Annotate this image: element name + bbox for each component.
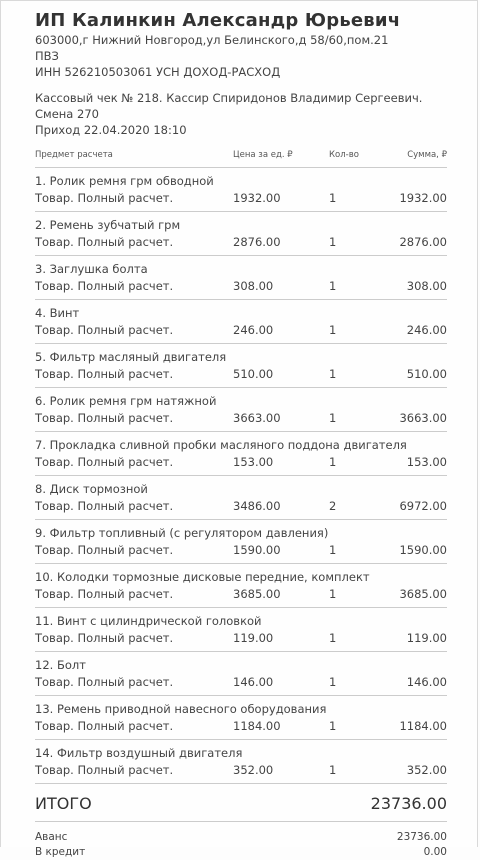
item-name: 14. Фильтр воздушный двигателя bbox=[35, 746, 243, 760]
items-list bbox=[35, 168, 447, 784]
item-qty: 1 bbox=[329, 719, 337, 733]
item-name: 5. Фильтр масляный двигателя bbox=[35, 350, 227, 364]
item-price: 2876.00 bbox=[233, 235, 281, 249]
item-sum: 308.00 bbox=[406, 279, 447, 293]
item-name: 9. Фильтр топливный (с регулятором давления) bbox=[35, 526, 329, 540]
item-name: 7. Прокладка сливной пробки масляного поддона двигателя bbox=[35, 438, 407, 452]
item-name: 8. Диск тормозной bbox=[35, 482, 148, 496]
item-price: 352.00 bbox=[233, 763, 274, 777]
receipt-item bbox=[35, 476, 447, 520]
receipt-item bbox=[35, 740, 447, 784]
item-name: 10. Колодки тормозные дисковые передние, комплект bbox=[35, 570, 370, 584]
item-price: 246.00 bbox=[233, 323, 274, 337]
seller-inn: ИНН 526210503061 УСН ДОХОД-РАСХОД bbox=[35, 65, 281, 79]
item-type: Товар. Полный расчет. bbox=[35, 719, 174, 733]
item-type: Товар. Полный расчет. bbox=[35, 587, 174, 601]
column-price: Цена за ед. ₽ bbox=[233, 150, 293, 160]
item-type: Товар. Полный расчет. bbox=[35, 675, 174, 689]
item-sum: 153.00 bbox=[406, 455, 447, 469]
item-name: 1. Ролик ремня грм обводной bbox=[35, 174, 214, 188]
total-label: ИТОГО bbox=[35, 794, 92, 813]
receipt-item bbox=[35, 168, 447, 212]
receipt-item bbox=[35, 696, 447, 740]
item-price: 119.00 bbox=[233, 631, 274, 645]
receipt-item bbox=[35, 520, 447, 564]
item-qty: 1 bbox=[329, 543, 337, 557]
item-qty: 1 bbox=[329, 411, 337, 425]
receipt-item bbox=[35, 608, 447, 652]
item-price: 3486.00 bbox=[233, 499, 281, 513]
item-price: 3685.00 bbox=[233, 587, 281, 601]
item-type: Товар. Полный расчет. bbox=[35, 543, 174, 557]
payment-value: 0.00 bbox=[423, 846, 447, 858]
total-row bbox=[35, 794, 447, 822]
seller-name: ИП Калинкин Александр Юрьевич bbox=[35, 10, 401, 31]
receipt-item bbox=[35, 256, 447, 300]
item-type: Товар. Полный расчет. bbox=[35, 235, 174, 249]
item-qty: 1 bbox=[329, 323, 337, 337]
item-name: 12. Болт bbox=[35, 658, 86, 672]
item-sum: 2876.00 bbox=[399, 235, 447, 249]
item-price: 308.00 bbox=[233, 279, 274, 293]
receipt-item bbox=[35, 432, 447, 476]
item-type: Товар. Полный расчет. bbox=[35, 499, 174, 513]
item-qty: 1 bbox=[329, 279, 337, 293]
receipt-item bbox=[35, 564, 447, 608]
item-sum: 6972.00 bbox=[399, 499, 447, 513]
item-type: Товар. Полный расчет. bbox=[35, 455, 174, 469]
item-type: Товар. Полный расчет. bbox=[35, 631, 174, 645]
item-qty: 1 bbox=[329, 235, 337, 249]
column-name: Предмет расчета bbox=[35, 150, 113, 160]
receipt-item bbox=[35, 212, 447, 256]
total-value: 23736.00 bbox=[370, 794, 447, 813]
payment-row bbox=[35, 830, 447, 845]
seller-address: 603000,г Нижний Новгород,ул Белинского,д 58/60,пом.21 bbox=[35, 33, 389, 47]
item-price: 1932.00 bbox=[233, 191, 281, 205]
item-sum: 3663.00 bbox=[399, 411, 447, 425]
items-header bbox=[35, 149, 447, 168]
item-price: 1184.00 bbox=[233, 719, 281, 733]
payment-label: В кредит bbox=[35, 846, 86, 858]
item-name: 2. Ремень зубчатый грм bbox=[35, 218, 181, 232]
item-price: 1590.00 bbox=[233, 543, 281, 557]
item-sum: 1184.00 bbox=[399, 719, 447, 733]
item-qty: 1 bbox=[329, 367, 337, 381]
item-name: 6. Ролик ремня грм натяжной bbox=[35, 394, 217, 408]
item-type: Товар. Полный расчет. bbox=[35, 279, 174, 293]
item-name: 3. Заглушка болта bbox=[35, 262, 148, 276]
column-sum: Сумма, ₽ bbox=[407, 150, 447, 160]
shift-number: Смена 270 bbox=[35, 107, 99, 121]
payment-value: 23736.00 bbox=[396, 831, 447, 843]
receipt-number: Кассовый чек № 218. Кассир Спиридонов Владимир Сергеевич. bbox=[35, 91, 423, 105]
item-price: 510.00 bbox=[233, 367, 274, 381]
item-sum: 246.00 bbox=[406, 323, 447, 337]
receipt-item bbox=[35, 652, 447, 696]
receipt-item bbox=[35, 300, 447, 344]
item-qty: 1 bbox=[329, 631, 337, 645]
item-qty: 1 bbox=[329, 191, 337, 205]
item-qty: 1 bbox=[329, 675, 337, 689]
item-qty: 2 bbox=[329, 499, 337, 513]
item-sum: 146.00 bbox=[406, 675, 447, 689]
item-qty: 1 bbox=[329, 455, 337, 469]
item-sum: 1932.00 bbox=[399, 191, 447, 205]
item-sum: 1590.00 bbox=[399, 543, 447, 557]
item-price: 146.00 bbox=[233, 675, 274, 689]
place-of-settlement: ПВЗ bbox=[35, 49, 59, 63]
receipt-item bbox=[35, 344, 447, 388]
item-qty: 1 bbox=[329, 763, 337, 777]
item-name: 13. Ремень приводной навесного оборудования bbox=[35, 702, 327, 716]
item-sum: 510.00 bbox=[406, 367, 447, 381]
item-type: Товар. Полный расчет. bbox=[35, 191, 174, 205]
item-name: 11. Винт с цилиндрической головкой bbox=[35, 614, 262, 628]
item-type: Товар. Полный расчет. bbox=[35, 323, 174, 337]
receipt-item bbox=[35, 388, 447, 432]
payment-label: Аванс bbox=[35, 831, 68, 843]
item-price: 3663.00 bbox=[233, 411, 281, 425]
item-sum: 352.00 bbox=[406, 763, 447, 777]
item-type: Товар. Полный расчет. bbox=[35, 411, 174, 425]
item-sum: 119.00 bbox=[406, 631, 447, 645]
item-type: Товар. Полный расчет. bbox=[35, 367, 174, 381]
column-qty: Кол-во bbox=[329, 150, 359, 160]
item-price: 153.00 bbox=[233, 455, 274, 469]
payment-row bbox=[35, 845, 447, 860]
operation-datetime: Приход 22.04.2020 18:10 bbox=[35, 123, 187, 137]
item-type: Товар. Полный расчет. bbox=[35, 763, 174, 777]
item-sum: 3685.00 bbox=[399, 587, 447, 601]
item-name: 4. Винт bbox=[35, 306, 80, 320]
item-qty: 1 bbox=[329, 587, 337, 601]
